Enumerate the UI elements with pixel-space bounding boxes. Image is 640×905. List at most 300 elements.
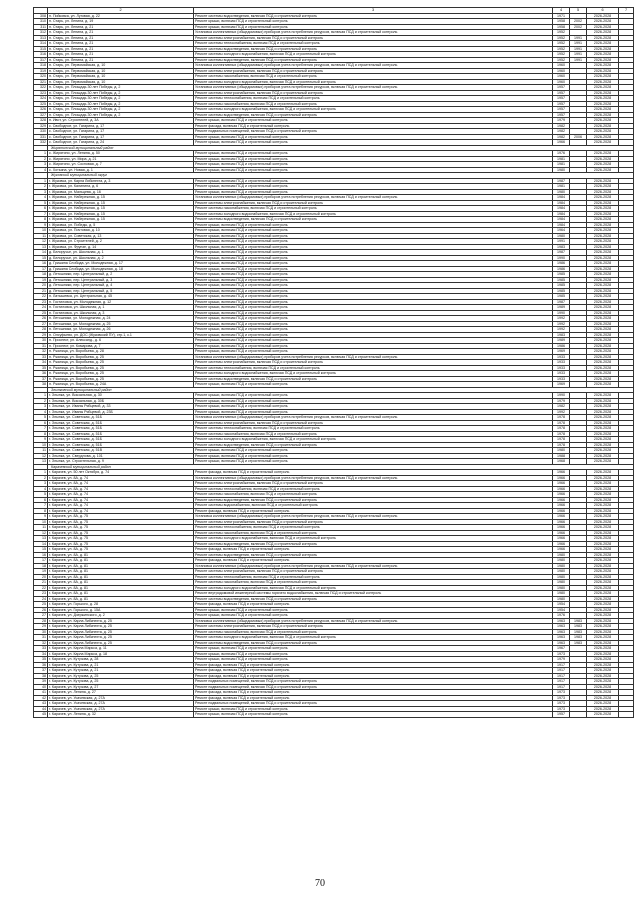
row-number: 317 <box>34 57 48 63</box>
work-type-cell: Ремонт крыши, включая ПСД и строительный контроль <box>194 332 553 338</box>
address-cell: г. Карачев, ул. 8А, д. 81 <box>48 569 194 575</box>
build-year-cell: 1957 <box>553 90 570 96</box>
row-number: 32 <box>34 640 48 646</box>
build-year-cell: 1976 <box>553 151 570 157</box>
header-cell: 5 <box>570 8 587 14</box>
work-type-cell: Ремонт системы холодного водоснабжения, включая ПСД и строительный контроль <box>194 211 553 217</box>
address-cell: п. Старь, ул. Первомайская, д. 10 <box>48 79 194 85</box>
build-year-cell: 1957 <box>553 107 570 113</box>
planned-period-cell: 2026-2028 <box>587 79 619 85</box>
row-number: 44 <box>34 706 48 712</box>
work-type-cell: Установка коллективных (общедомовых) приборов учета потребления ресурсов, включая ПСД и строительный контроль <box>194 195 553 201</box>
row-number: 18 <box>34 272 48 278</box>
build-year-cell: 1979 <box>553 398 570 404</box>
address-cell: г. Карачев, ул. 8А, д. 81 <box>48 558 194 564</box>
build-year-cell: 1990 <box>553 310 570 316</box>
work-type-cell: Ремонт системы электроснабжения, включая ПСД и строительный контроль <box>194 360 553 366</box>
row-number: 26 <box>34 607 48 613</box>
row-number: 38 <box>34 382 48 388</box>
work-type-cell: Ремонт системы теплоснабжения, включая ПСД и строительный контроль <box>194 574 553 580</box>
planned-period-cell: 2026-2028 <box>587 349 619 355</box>
row-number: 321 <box>34 79 48 85</box>
row-number: 3 <box>34 189 48 195</box>
address-cell: г. Жуковка, ул. Калинина, д. 6 <box>48 184 194 190</box>
work-type-cell: Ремонт крыши, включая ПСД и строительный контроль <box>194 118 553 124</box>
address-cell: г. Карачев, ул. 8А, д. 81 <box>48 585 194 591</box>
build-year-cell: 1981 <box>553 162 570 168</box>
work-type-cell: Ремонт крыши, включая ПСД и строительный контроль <box>194 393 553 399</box>
row-number: 34 <box>34 360 48 366</box>
work-type-cell: Ремонт крыши, включая ПСД и строительный контроль <box>194 398 553 404</box>
address-cell: п. Латышевка, ул. Центральная, д. 45 <box>48 294 194 300</box>
row-number: 313 <box>34 35 48 41</box>
build-year-cell: 1982 <box>553 134 570 140</box>
work-type-cell: Ремонт системы водоотведения, включая ПСД и строительный контроль <box>194 217 553 223</box>
planned-period-cell: 2026-2028 <box>587 393 619 399</box>
work-type-cell: Ремонт крыши, включая ПСД и строительный контроль <box>194 283 553 289</box>
address-cell: г. Карачев, ул. Карла Либкнехта, д. 25 <box>48 618 194 624</box>
row-number: 16 <box>34 261 48 267</box>
planned-period-cell: 2026-2028 <box>587 354 619 360</box>
row-number: 12 <box>34 453 48 459</box>
work-type-cell: Ремонт крыши, включая ПСД и строительный контроль <box>194 299 553 305</box>
row-number: 3 <box>34 481 48 487</box>
work-type-cell: Ремонт крыши, включая ПСД и строительный контроль <box>194 222 553 228</box>
work-type-cell: Ремонт системы водоотведения, включая ПСД и строительный контроль <box>194 13 553 19</box>
row-number: 24 <box>34 596 48 602</box>
work-type-cell: Установка коллективных (общедомовых) приборов учета потребления ресурсов, включая ПСД и строительный контроль <box>194 85 553 91</box>
address-cell: г. Карачев, ул. Усачевская, д. 27А <box>48 695 194 701</box>
address-cell: г. Карачев, ул. Карла Маркса, д. 11 <box>48 646 194 652</box>
planned-period-cell: 2026-2028 <box>587 519 619 525</box>
build-year-cell: 1969 <box>553 382 570 388</box>
work-type-cell: Ремонт системы холодного водоснабжения, включая ПСД и строительный контроль <box>194 437 553 443</box>
planned-period-cell: 2026-2028 <box>587 695 619 701</box>
work-type-cell: Ремонт крыши, включая ПСД и строительный контроль <box>194 162 553 168</box>
row-number: 8 <box>34 508 48 514</box>
work-type-cell: Ремонт системы газоснабжения, включая ПСД и строительный контроль <box>194 629 553 635</box>
row-number: 6 <box>34 206 48 212</box>
work-type-cell: Ремонт крыши, включая ПСД и строительный контроль <box>194 239 553 245</box>
work-type-cell: Ремонт подвальных помещений, включая ПСД и строительный контроль <box>194 679 553 685</box>
header-cell: 7 <box>619 8 634 14</box>
work-type-cell: Ремонт системы водоотведения, включая ПСД и строительный контроль <box>194 442 553 448</box>
row-number: 29 <box>34 624 48 630</box>
row-number: 9 <box>34 222 48 228</box>
row-number: 21 <box>34 288 48 294</box>
address-cell: г. Жуковка, ул. Набережная, д. 15 <box>48 211 194 217</box>
address-cell: г. Карачев, ул. 8А, д. 81 <box>48 596 194 602</box>
address-cell: г. Злынка, ул. Советская, д. 51В <box>48 448 194 454</box>
section-title: Жирятинский муниципальный район <box>48 145 634 151</box>
address-cell: п. Старь, ул. Первомайская, д. 10 <box>48 68 194 74</box>
row-number: 25 <box>34 602 48 608</box>
last-repair-year-cell: 2006 <box>570 134 587 140</box>
work-type-cell: Установка коллективных (общедомовых) приборов учета потребления ресурсов, включая ПСД и строительный контроль <box>194 30 553 36</box>
row-number: 10 <box>34 519 48 525</box>
work-type-cell: Ремонт крыши, включая ПСД и строительный контроль <box>194 294 553 300</box>
build-year-cell: 1991 <box>553 239 570 245</box>
address-cell: г. Жуковка, ул. Победы, д. 5 <box>48 222 194 228</box>
build-year-cell: 1973 <box>553 690 570 696</box>
planned-period-cell: 2026-2028 <box>587 316 619 322</box>
planned-period-cell: 2026-2028 <box>587 420 619 426</box>
address-cell: г. Карачев, ул. 8А, д. 74 <box>48 481 194 487</box>
address-cell: с. Свободное, ул. Гагарина, д. 17 <box>48 134 194 140</box>
build-year-cell: 1980 <box>553 167 570 173</box>
address-cell: п. Олсуфьево, ул. ДОС (Жуковский ПУ), стр.1, к.1 <box>48 332 194 338</box>
build-year-cell: 1933 <box>553 376 570 382</box>
planned-period-cell: 2026-2028 <box>587 591 619 597</box>
address-cell: д. Гришина Слобода, ул. Молодежная, д. 18 <box>48 266 194 272</box>
address-cell: д. Белоручье, ул. Школьная, д. 1 <box>48 250 194 256</box>
row-number: 315 <box>34 46 48 52</box>
work-type-cell: Ремонт крыши, включая ПСД и строительный контроль <box>194 140 553 146</box>
row-number: 1 <box>34 470 48 476</box>
row-number: 30 <box>34 629 48 635</box>
build-year-cell: 1966 <box>553 541 570 547</box>
planned-period-cell: 2026-2028 <box>587 668 619 674</box>
planned-period-cell: 2026-2028 <box>587 255 619 261</box>
work-type-cell: Ремонт системы водоотведения, включая ПСД и строительный контроль <box>194 552 553 558</box>
row-number: 326 <box>34 107 48 113</box>
planned-period-cell: 2026-2028 <box>587 35 619 41</box>
address-cell: п. Ржаница, ул. Воробьева, д. 24А <box>48 382 194 388</box>
address-cell: г. Жуковка, ул. Почтовая, д. 10 <box>48 228 194 234</box>
row-number: 1 <box>34 151 48 157</box>
planned-period-cell: 2026-2028 <box>587 151 619 157</box>
planned-period-cell: 2026-2028 <box>587 206 619 212</box>
row-number: 8 <box>34 431 48 437</box>
address-cell: г. Злынка, ул. Советская, д. 51Б <box>48 437 194 443</box>
work-type-cell: Ремонт системы теплоснабжения, включая ПСД и строительный контроль <box>194 41 553 47</box>
planned-period-cell: 2026-2028 <box>587 162 619 168</box>
build-year-cell: 1989 <box>553 305 570 311</box>
row-number: 36 <box>34 662 48 668</box>
build-year-cell: 1917 <box>553 662 570 668</box>
planned-period-cell: 2026-2028 <box>587 530 619 536</box>
address-cell: г. Карачев, ул. Кутузова, д. 21 <box>48 668 194 674</box>
planned-period-cell: 2026-2028 <box>587 30 619 36</box>
row-number: 3 <box>34 404 48 410</box>
row-number: 17 <box>34 558 48 564</box>
table-body <box>34 13 634 717</box>
address-cell: г. Карачев, ул. 8А, д. 74 <box>48 503 194 509</box>
work-type-cell: Ремонт крыши, включая ПСД и строительный контроль <box>194 233 553 239</box>
address-cell: г. Злынка, ул. Советская, д. 51Б <box>48 426 194 432</box>
work-type-cell: Ремонт системы теплоснабжения, включая ПСД и строительный контроль <box>194 96 553 102</box>
section-title: Злынковский муниципальный район <box>48 387 634 393</box>
row-number: 35 <box>34 657 48 663</box>
work-type-cell: Ремонт фасада, включая ПСД и строительный контроль <box>194 547 553 553</box>
planned-period-cell: 2026-2028 <box>587 409 619 415</box>
planned-period-cell: 2026-2028 <box>587 365 619 371</box>
build-year-cell: 1992 <box>553 409 570 415</box>
planned-period-cell: 2026-2028 <box>587 277 619 283</box>
planned-period-cell: 2026-2028 <box>587 261 619 267</box>
build-year-cell: 1964 <box>553 228 570 234</box>
work-type-cell: Ремонт фасада, включая ПСД и строительный контроль <box>194 123 553 129</box>
planned-period-cell: 2026-2028 <box>587 690 619 696</box>
build-year-cell: 1954 <box>553 602 570 608</box>
work-type-cell: Ремонт системы водоотведения, включая ПСД и строительный контроль <box>194 640 553 646</box>
build-year-cell: 1985 <box>553 294 570 300</box>
build-year-cell: 1967 <box>553 646 570 652</box>
address-cell: г. Карачев, ул. Кутузова, д. 25 <box>48 673 194 679</box>
address-cell: п. Старь, ул. Площадь 30 лет Победы, д. 2 <box>48 107 194 113</box>
build-year-cell: 1984 <box>553 222 570 228</box>
row-number: 27 <box>34 321 48 327</box>
build-year-cell: 1963 <box>553 624 570 630</box>
planned-period-cell: 2026-2028 <box>587 129 619 135</box>
planned-period-cell: 2026-2028 <box>587 459 619 465</box>
work-type-cell: Ремонт крыши, включая ПСД и строительный контроль <box>194 349 553 355</box>
work-type-cell: Ремонт системы холодного водоснабжения, включая ПСД и строительный контроль <box>194 79 553 85</box>
build-year-cell: 1957 <box>553 112 570 118</box>
last-repair-year-cell: 1983 <box>570 618 587 624</box>
row-number: 4 <box>34 195 48 201</box>
last-repair-year-cell: 1991 <box>570 35 587 41</box>
row-number: 8 <box>34 217 48 223</box>
work-type-cell: Ремонт крыши, включая ПСД и строительный контроль <box>194 261 553 267</box>
address-cell: г. Карачев, ул. 8А, д. 81 <box>48 580 194 586</box>
address-cell: г. Карачев, ул. 8А, д. 74 <box>48 486 194 492</box>
planned-period-cell: 2026-2028 <box>587 448 619 454</box>
build-year-cell: 1981 <box>553 156 570 162</box>
address-cell: г. Карачев, ул. Горького, д. 15А <box>48 607 194 613</box>
row-number: 15 <box>34 255 48 261</box>
planned-period-cell: 2026-2028 <box>587 19 619 25</box>
build-year-cell: 1987 <box>553 178 570 184</box>
planned-period-cell: 2026-2028 <box>587 184 619 190</box>
address-cell: п. Летошники, ул. Молодежная, д. 26 <box>48 327 194 333</box>
address-cell: п. Летошники, ул. Молодежная, д. 24 <box>48 316 194 322</box>
work-type-cell: Ремонт системы водоснабжения, включая ПСД и строительный контроль <box>194 503 553 509</box>
build-year-cell: 1957 <box>553 101 570 107</box>
planned-period-cell: 2026-2028 <box>587 272 619 278</box>
work-type-cell: Ремонт крыши, включая ПСД и строительный контроль <box>194 382 553 388</box>
build-year-cell: 1987 <box>553 299 570 305</box>
address-cell: п. Старь, ул. Ленина, д. 21 <box>48 52 194 58</box>
work-type-cell: Ремонт крыши, включая ПСД и строительный контроль <box>194 228 553 234</box>
work-type-cell: Установка коллективных (общедомовых) приборов учета потребления ресурсов, включая ПСД и строительный контроль <box>194 563 553 569</box>
address-cell: п. Летошники, ул. Молодежная, д. 25 <box>48 321 194 327</box>
row-number: 31 <box>34 635 48 641</box>
row-number: 27 <box>34 613 48 619</box>
address-cell: п. Ржаница, ул. Воробьева, д. 25 <box>48 371 194 377</box>
section-title: Жуковский муниципальный округ <box>48 173 634 179</box>
row-number: 16 <box>34 552 48 558</box>
work-type-cell: Ремонт крыши, включая ПСД и строительный контроль <box>194 167 553 173</box>
planned-period-cell: 2026-2028 <box>587 195 619 201</box>
work-type-cell: Установка коллективных (общедомовых) приборов учета потребления ресурсов, включая ПСД и строительный контроль <box>194 354 553 360</box>
row-number: 318 <box>34 63 48 69</box>
build-year-cell: 1985 <box>553 277 570 283</box>
address-cell: г. Злынка, ул. Советская, д. 51Б <box>48 442 194 448</box>
build-year-cell: 1966 <box>553 514 570 520</box>
work-type-cell: Ремонт системы газоснабжения, включая ПСД и строительный контроль <box>194 101 553 107</box>
row-number: 2 <box>34 156 48 162</box>
work-type-cell: Ремонт фасада, включая ПСД и строительный контроль <box>194 662 553 668</box>
address-cell: г. Жуковка, ул. Набережная, д. 15 <box>48 195 194 201</box>
work-type-cell: Ремонт крыши, включая ПСД и строительный контроль <box>194 343 553 349</box>
row-number: 14 <box>34 250 48 256</box>
row-number: 15 <box>34 547 48 553</box>
work-type-cell: Ремонт крыши, включая ПСД и строительный контроль <box>194 305 553 311</box>
address-cell: п. Ржаница, ул. Воробьева, д. 25 <box>48 354 194 360</box>
row-number: 312 <box>34 30 48 36</box>
work-type-cell: Ремонт крыши, включая ПСД и строительный контроль <box>194 453 553 459</box>
build-year-cell: 1966 <box>553 503 570 509</box>
work-type-cell: Ремонт крыши, включая ПСД и строительный контроль <box>194 338 553 344</box>
address-cell: г. Карачев, ул. Карла Либкнехта, д. 25 <box>48 635 194 641</box>
work-type-cell: Ремонт крыши, включая ПСД и строительный контроль <box>194 706 553 712</box>
row-number: 7 <box>34 503 48 509</box>
row-number: 26 <box>34 316 48 322</box>
build-year-cell: 1984 <box>553 206 570 212</box>
row-number: 28 <box>34 327 48 333</box>
address-cell: п. Старь, ул. Ленина, д. 21 <box>48 30 194 36</box>
work-type-cell: Ремонт системы водоотведения, включая ПСД и строительный контроль <box>194 376 553 382</box>
planned-period-cell: 2026-2028 <box>587 107 619 113</box>
build-year-cell: 1980 <box>553 189 570 195</box>
work-type-cell: Ремонт крыши, включая ПСД и строительный контроль <box>194 321 553 327</box>
work-type-cell: Ремонт системы газоснабжения, включая ПСД и строительный контроль <box>194 580 553 586</box>
row-number: 18 <box>34 563 48 569</box>
planned-period-cell: 2026-2028 <box>587 200 619 206</box>
last-repair-year-cell: 1983 <box>570 624 587 630</box>
build-year-cell: 1985 <box>553 272 570 278</box>
build-year-cell: 1917 <box>553 673 570 679</box>
row-number: 20 <box>34 283 48 289</box>
build-year-cell: 1984 <box>553 200 570 206</box>
last-repair-year-cell <box>570 712 587 718</box>
last-repair-year-cell: 1991 <box>570 41 587 47</box>
address-cell: п. Гостиловка, ул. Молодежная, д. 12 <box>48 299 194 305</box>
last-repair-year-cell: 1991 <box>570 46 587 52</box>
row-number: 323 <box>34 90 48 96</box>
build-year-cell: 1980 <box>553 233 570 239</box>
planned-period-cell: 2026-2028 <box>587 167 619 173</box>
address-cell: г. Карачев, ул. 8А, д. 75 <box>48 519 194 525</box>
planned-period-cell: 2026-2028 <box>587 618 619 624</box>
planned-period-cell: 2026-2028 <box>587 96 619 102</box>
build-year-cell: 1986 <box>553 261 570 267</box>
planned-period-cell: 2026-2028 <box>587 134 619 140</box>
planned-period-cell: 2026-2028 <box>587 470 619 476</box>
build-year-cell: 1978 <box>553 431 570 437</box>
row-number: 308 <box>34 13 48 19</box>
work-type-cell: Ремонт подвальных помещений, включая ПСД и строительный контроль <box>194 684 553 690</box>
work-type-cell: Ремонт системы электроснабжения, включая ПСД и строительный контроль <box>194 35 553 41</box>
planned-period-cell: 2026-2028 <box>587 211 619 217</box>
row-number: 329 <box>34 123 48 129</box>
build-year-cell: 1933 <box>553 371 570 377</box>
planned-period-cell: 2026-2028 <box>587 706 619 712</box>
build-year-cell: 1966 <box>553 547 570 553</box>
build-year-cell: 1933 <box>553 354 570 360</box>
address-cell: г. Карачев, ул. 8А, д. 75 <box>48 547 194 553</box>
address-cell: п. Старь, ул. Ленина, д. 21 <box>48 41 194 47</box>
planned-period-cell: 2026-2028 <box>587 360 619 366</box>
row-number: 24 <box>34 305 48 311</box>
row-number: 23 <box>34 591 48 597</box>
address-cell: г. Карачев, ул. Ленина, д. 32 <box>48 712 194 718</box>
work-type-cell: Ремонт подвальных помещений, включая ПСД и строительный контроль <box>194 701 553 707</box>
work-type-cell: Ремонт крыши, включая ПСД и строительный контроль <box>194 613 553 619</box>
address-cell: г. Карачев, ул. 8А, д. 75 <box>48 514 194 520</box>
build-year-cell: 1966 <box>553 475 570 481</box>
planned-period-cell: 2026-2028 <box>587 250 619 256</box>
build-year-cell: 1985 <box>553 288 570 294</box>
row-number: 40 <box>34 684 48 690</box>
work-type-cell: Ремонт крыши, включая ПСД и строительный контроль <box>194 156 553 162</box>
build-year-cell: 1980 <box>553 448 570 454</box>
work-type-cell: Ремонт крыши, включая ПСД и строительный контроль <box>194 189 553 195</box>
build-year-cell: 1979 <box>553 657 570 663</box>
work-type-cell: Ремонт системы водоотведения, включая ПСД и строительный контроль <box>194 46 553 52</box>
address-cell: с. Жирятино, ул. Мира, д. 21 <box>48 156 194 162</box>
planned-period-cell: 2026-2028 <box>587 305 619 311</box>
work-type-cell: Ремонт крыши, включая ПСД и строительный контроль <box>194 316 553 322</box>
row-number: 319 <box>34 68 48 74</box>
address-cell: п. Старь, ул. Первомайская, д. 10 <box>48 63 194 69</box>
build-year-cell: 1989 <box>553 338 570 344</box>
build-year-cell: 1978 <box>553 437 570 443</box>
planned-period-cell: 2026-2028 <box>587 552 619 558</box>
planned-period-cell: 2026-2028 <box>587 41 619 47</box>
row-number: 28 <box>34 618 48 624</box>
row-number: 39 <box>34 679 48 685</box>
build-year-cell: 1981 <box>553 184 570 190</box>
row-number: 4 <box>34 409 48 415</box>
row-number: 38 <box>34 673 48 679</box>
planned-period-cell: 2026-2028 <box>587 57 619 63</box>
header-cell: 3 <box>194 8 553 14</box>
build-year-cell: 1984 <box>553 211 570 217</box>
work-type-cell: Ремонт системы электроснабжения, включая ПСД и строительный контроль <box>194 90 553 96</box>
planned-period-cell: 2026-2028 <box>587 283 619 289</box>
row-number: 324 <box>34 96 48 102</box>
row-number: 19 <box>34 277 48 283</box>
work-type-cell: Ремонт крыши, включая ПСД и строительный контроль <box>194 244 553 250</box>
build-year-cell: 1984 <box>553 217 570 223</box>
planned-period-cell: 2026-2028 <box>587 123 619 129</box>
build-year-cell: 1980 <box>553 563 570 569</box>
address-cell: г. Карачев, ул. Карла Либкнехта, д. 25 <box>48 640 194 646</box>
build-year-cell: 1978 <box>553 420 570 426</box>
work-type-cell: Ремонт крыши, включая ПСД и строительный контроль <box>194 657 553 663</box>
address-cell: г. Жуковка, ул. Набережная, д. 15 <box>48 206 194 212</box>
planned-period-cell: 2026-2028 <box>587 398 619 404</box>
work-type-cell: Ремонт крыши, включая ПСД и строительный контроль <box>194 134 553 140</box>
row-number: 328 <box>34 118 48 124</box>
planned-period-cell: 2026-2028 <box>587 492 619 498</box>
planned-period-cell: 2026-2028 <box>587 68 619 74</box>
row-number: 25 <box>34 310 48 316</box>
address-cell: п. Старь, ул. Ленина, д. 21 <box>48 46 194 52</box>
section-title: Карачевский муниципальный район <box>48 464 634 470</box>
planned-period-cell: 2026-2028 <box>587 156 619 162</box>
build-year-cell: 1952 <box>553 30 570 36</box>
work-type-cell: Ремонт системы холодного водоснабжения, включая ПСД и строительный контроль <box>194 585 553 591</box>
row-number: 2 <box>34 398 48 404</box>
planned-period-cell: 2026-2028 <box>587 651 619 657</box>
address-cell: д. Летошники, пер. Центральный, д. 3 <box>48 277 194 283</box>
planned-period-cell: 2026-2028 <box>587 343 619 349</box>
row-number: 37 <box>34 668 48 674</box>
header-cell: 6 <box>587 8 619 14</box>
